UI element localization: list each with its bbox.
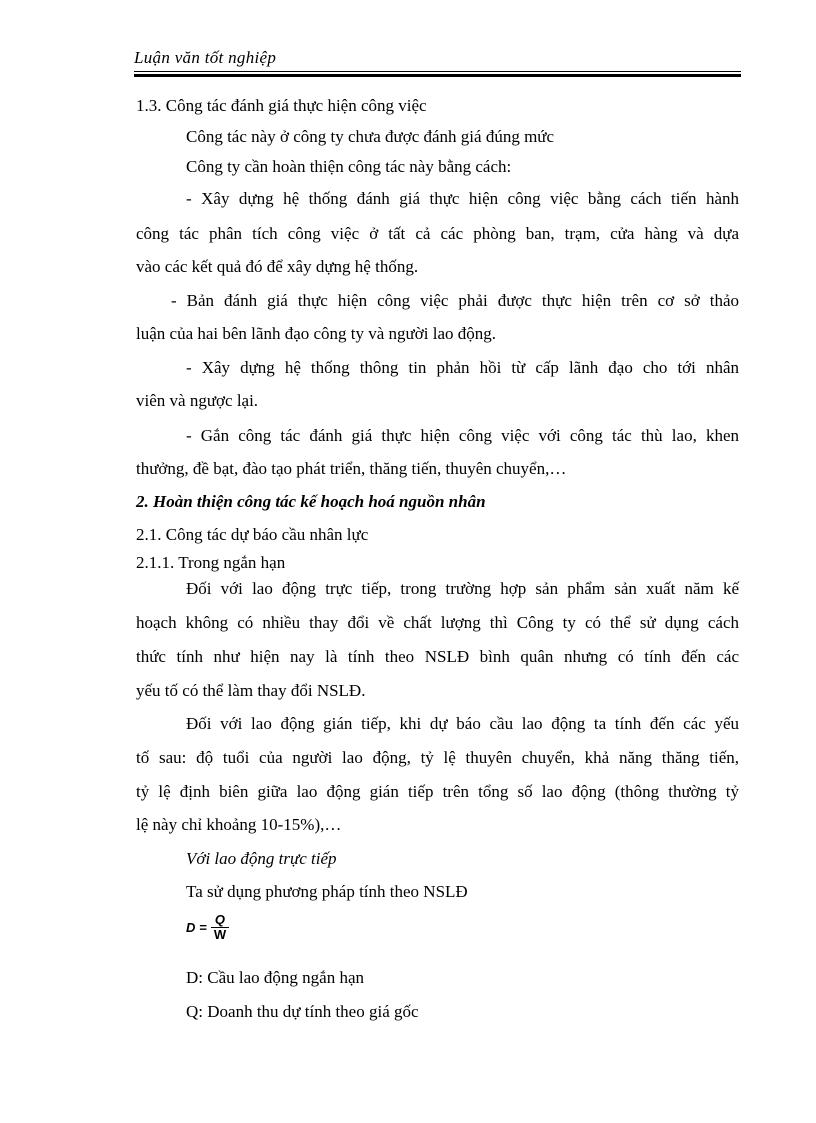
header-title: Luận văn tốt nghiệp [134,48,277,67]
formula-fraction [211,913,229,942]
paragraph-line: Công ty cần hoàn thiện công tác này bằng cách: [186,157,512,176]
paragraph-line: tỷ lệ định biên giữa lao động gián tiếp trên tổng số lao động (thông thường tỷ [136,782,739,801]
formula-lhs: D [186,920,196,935]
paragraph-line: Đối với lao động gián tiếp, khi dự báo cầu lao động ta tính đến các yếu [186,714,739,733]
bullet-line: - Gắn công tác đánh giá thực hiện công việc với công tác thù lao, khen [186,426,739,445]
section-heading-2-1-1: 2.1.1. Trong ngắn hạn [136,553,286,572]
formula-denominator: W [213,927,227,942]
paragraph-line: công tác phân tích công việc ở tất cả các phòng ban, trạm, cửa hàng và dựa [136,224,739,243]
paragraph-line: Công tác này ở công ty chưa được đánh giá đúng mức [186,127,555,146]
paragraph-line: tố sau: độ tuổi của người lao động, tỷ lệ thuyên chuyển, khả năng thăng tiến, [136,748,739,767]
paragraph-line: hoạch không có nhiều thay đổi về chất lượng thì Công ty có thể sử dụng cách [136,613,739,632]
paragraph-line: yếu tố có thể làm thay đổi NSLĐ. [136,681,366,700]
definition-line: Q: Doanh thu dự tính theo giá gốc [186,1002,419,1021]
header-rule-thick [134,74,741,77]
formula-equals: = [199,920,207,935]
bullet-line: - Bản đánh giá thực hiện công việc phải được thực hiện trên cơ sở thảo [171,291,739,310]
paragraph-line: thưởng, đề bạt, đào tạo phát triển, thăng tiến, thuyên chuyển,… [136,459,567,478]
formula-d-equals-q-over-w [186,913,229,942]
paragraph-line: viên và ngược lại. [136,391,259,410]
subheading-direct-labor: Với lao động trực tiếp [186,849,337,868]
paragraph-line: lệ này chỉ khoảng 10-15%),… [136,815,342,834]
paragraph-line: vào các kết quả đó để xây dựng hệ thống. [136,257,419,276]
paragraph-line: thức tính như hiện nay là tính theo NSLĐ bình quân nhưng có tính đến các [136,647,739,666]
paragraph-line: Đối với lao động trực tiếp, trong trường hợp sản phẩm sản xuất năm kế [186,579,739,598]
header-rule-thin [134,71,741,72]
paragraph-line: luận của hai bên lãnh đạo công ty và người lao động. [136,324,496,343]
bullet-line: - Xây dựng hệ thống đánh giá thực hiện công việc bằng cách tiến hành [186,189,739,208]
section-heading-2-1: 2.1. Công tác dự báo cầu nhân lực [136,525,369,544]
formula-numerator: Q [214,912,226,927]
section-heading-2: 2. Hoàn thiện công tác kế hoạch hoá nguồn nhân [136,492,486,511]
section-heading-1-3: 1.3. Công tác đánh giá thực hiện công việc [136,96,427,115]
definition-line: D: Cầu lao động ngắn hạn [186,968,364,987]
paragraph-line: Ta sử dụng phương pháp tính theo NSLĐ [186,882,468,901]
bullet-line: - Xây dựng hệ thống thông tin phản hồi từ cấp lãnh đạo cho tới nhân [186,358,739,377]
